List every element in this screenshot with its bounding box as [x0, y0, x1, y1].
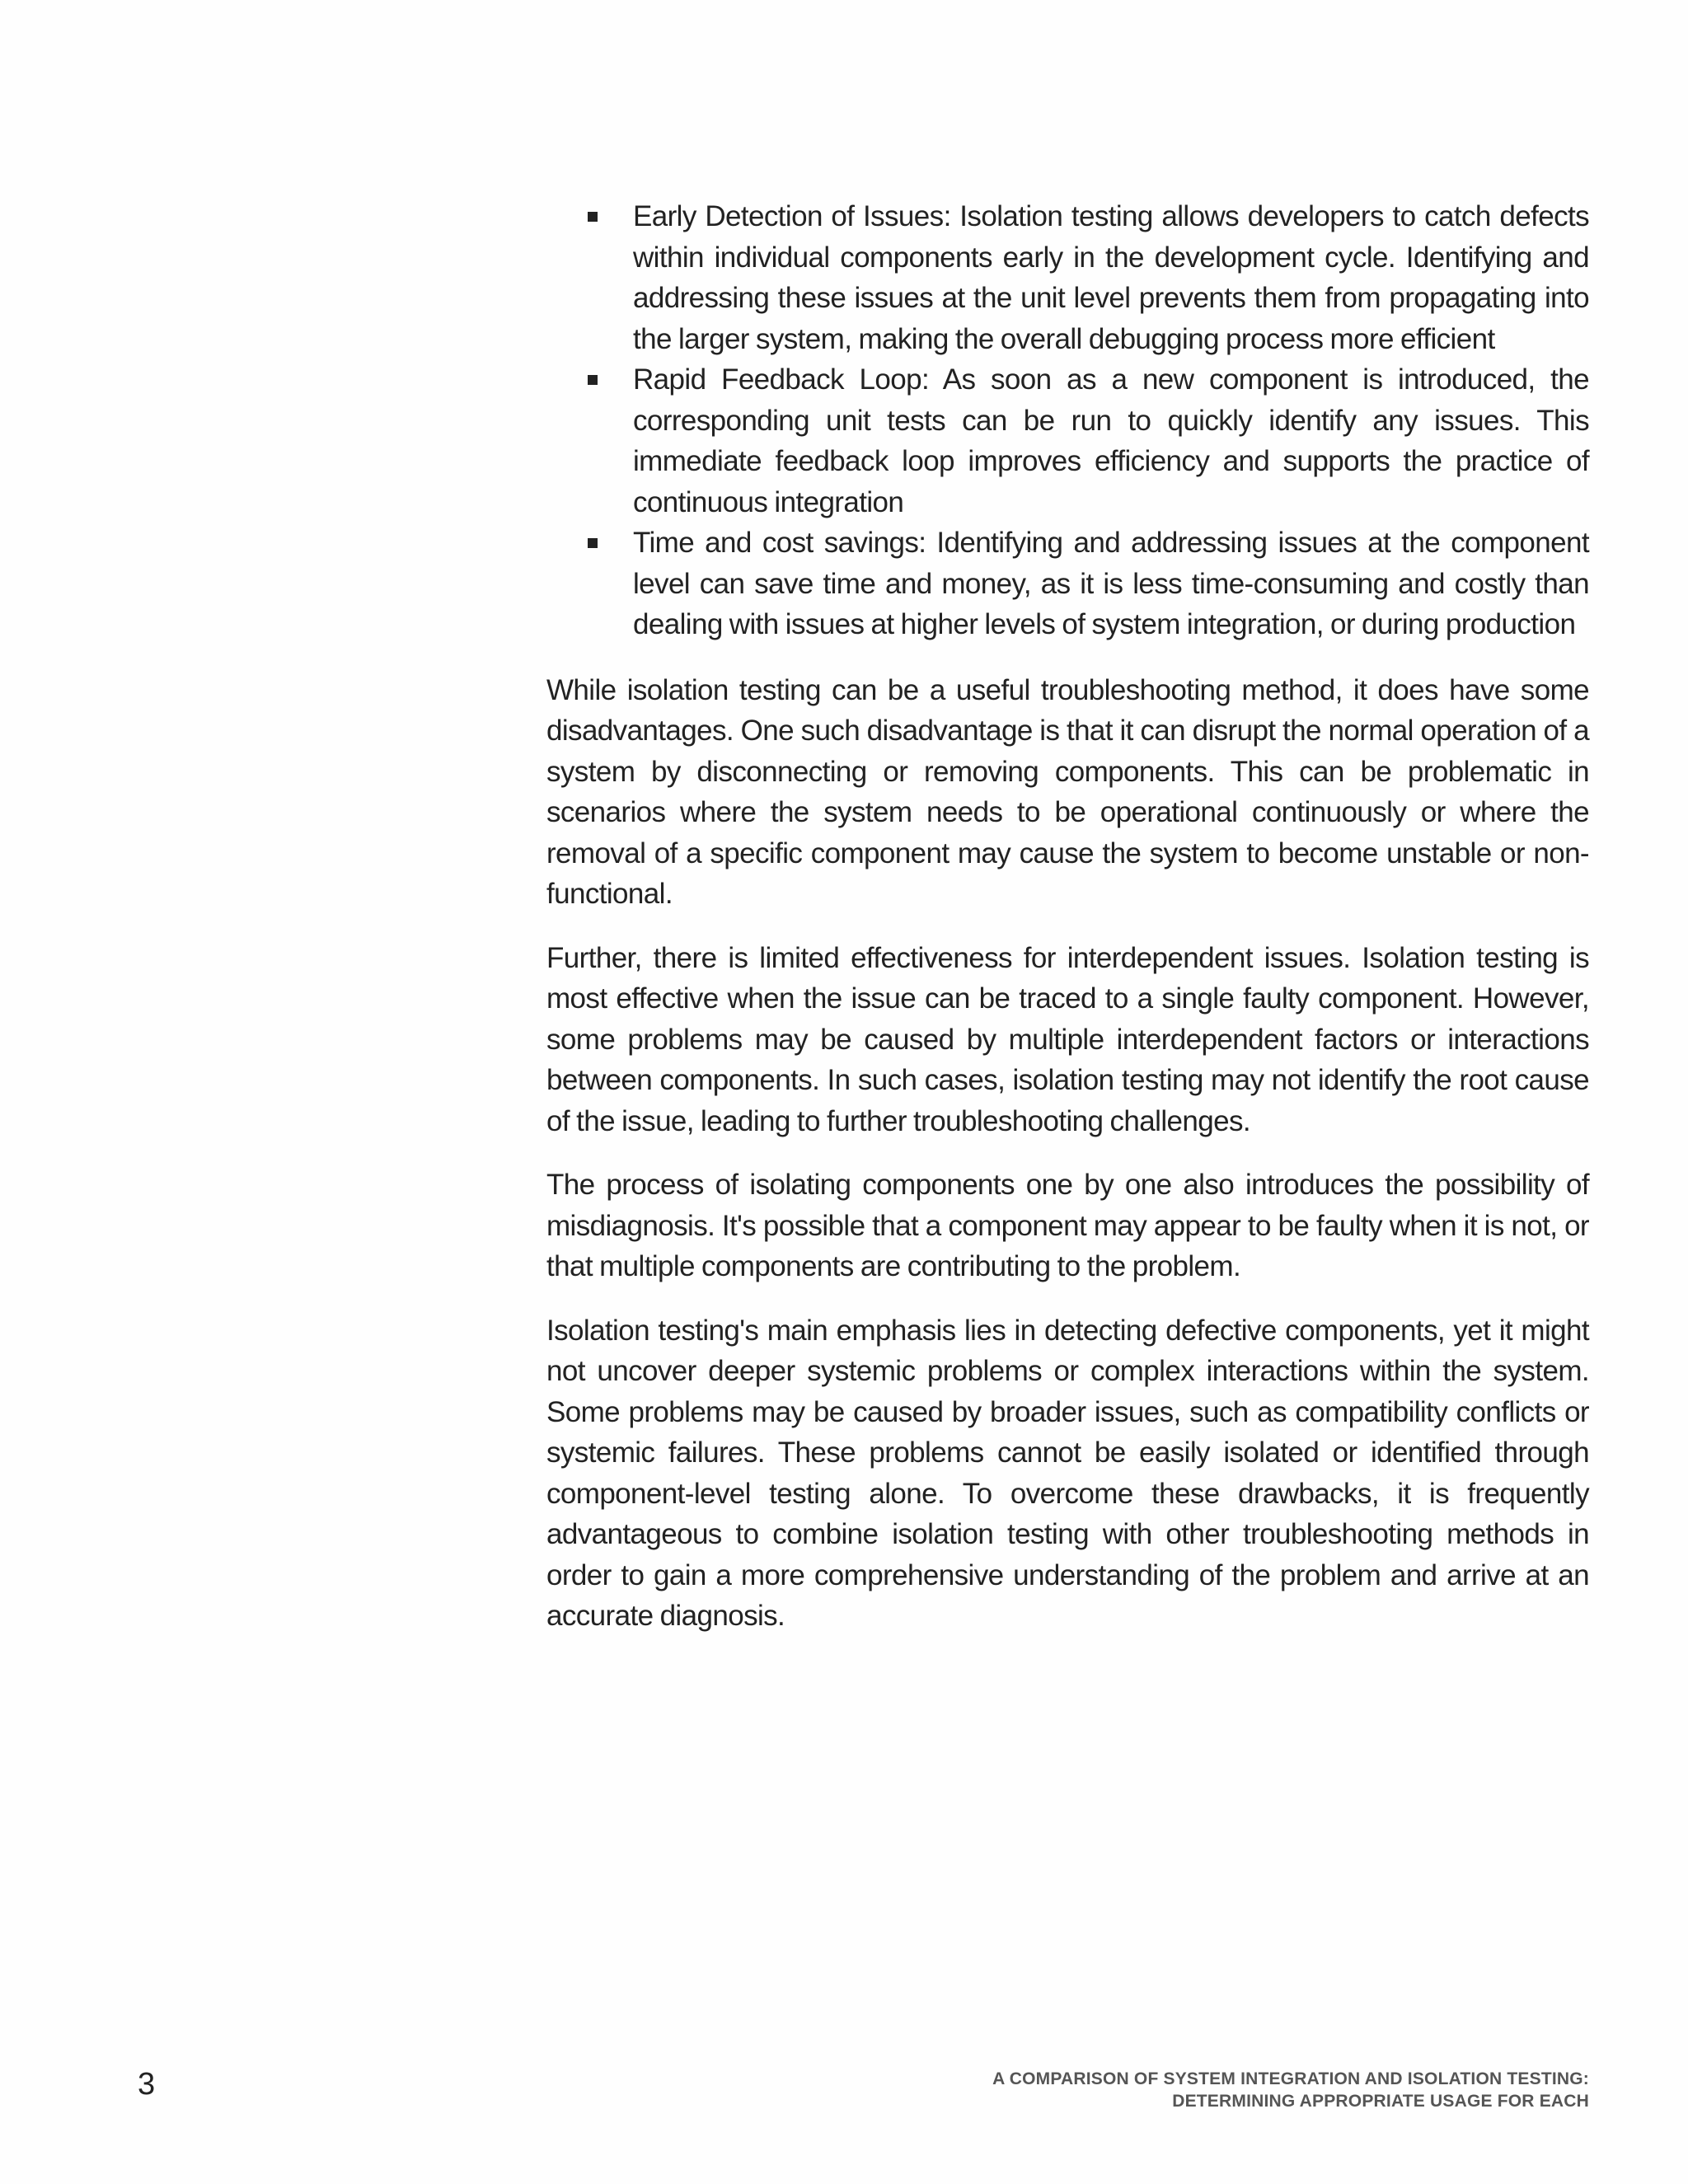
- paragraph: The process of isolating components one by one also introduces the possibility of misdiagnosis. It's possible that a component may appear to be faulty when it is not, or that multiple components are contributing to the problem.: [546, 1169, 1589, 1282]
- paragraph: Further, there is limited effectiveness for interdependent issues. Isolation testing is most effective when the issue can be traced to a single faulty component. However, some problems may be caused by multiple interdependent factors or interactions between components. In such cases, isolation testing may not identify the root cause of the issue, leading to further troubleshooting challenges.: [546, 941, 1589, 1137]
- bullet-text: Time and cost savings: Identifying and addressing issues at the component level can save time and money, as it is less time-consuming and costly than dealing with issues at higher levels of system integration, or during production: [633, 527, 1589, 640]
- bullet-text: Rapid Feedback Loop: As soon as a new component is introduced, the corresponding unit tests can be run to quickly identify any issues. This immediate feedback loop improves efficiency and supports the practice of continuous integration: [633, 363, 1589, 518]
- footer-title-line: DETERMINING APPROPRIATE USAGE FOR EACH: [1172, 2092, 1589, 2111]
- page-body: [546, 196, 1589, 1660]
- square-bullet-icon: [588, 212, 598, 222]
- list-item: [546, 523, 1589, 645]
- running-footer: [992, 2068, 1589, 2112]
- bullet-text: Early Detection of Issues: Isolation testing allows developers to catch defects within individual components early in the development cycle. Identifying and addressing these issues at the unit level prevents them from propagating into the larger system, making the overall debugging process more efficient: [633, 200, 1589, 355]
- square-bullet-icon: [588, 538, 598, 548]
- footer-title-line: A COMPARISON OF SYSTEM INTEGRATION AND ISOLATION TESTING:: [992, 2069, 1589, 2088]
- list-item: [546, 359, 1589, 523]
- square-bullet-icon: [588, 375, 598, 385]
- paragraph: While isolation testing can be a useful troubleshooting method, it does have some disadvantages. One such disadvantage is that it can disrupt the normal operation of a system by disconnecting or removing components. This can be problematic in scenarios where the system needs to be operational continuously or where the removal of a specific component may cause the system to become unstable or non-functional.: [546, 673, 1589, 910]
- paragraph: Isolation testing's main emphasis lies in detecting defective components, yet it might not uncover deeper systemic problems or complex interactions within the system. Some problems may be caused by broader issues, such as compatibility conflicts or systemic failures. These problems cannot be easily isolated or identified through component-level testing alone. To overcome these drawbacks, it is frequently advantageous to combine isolation testing with other troubleshooting methods in order to gain a more comprehensive understanding of the problem and arrive at an accurate diagnosis.: [546, 1314, 1589, 1632]
- list-item: [546, 196, 1589, 359]
- bullet-list: [546, 196, 1589, 645]
- page-number: 3: [138, 2067, 156, 2102]
